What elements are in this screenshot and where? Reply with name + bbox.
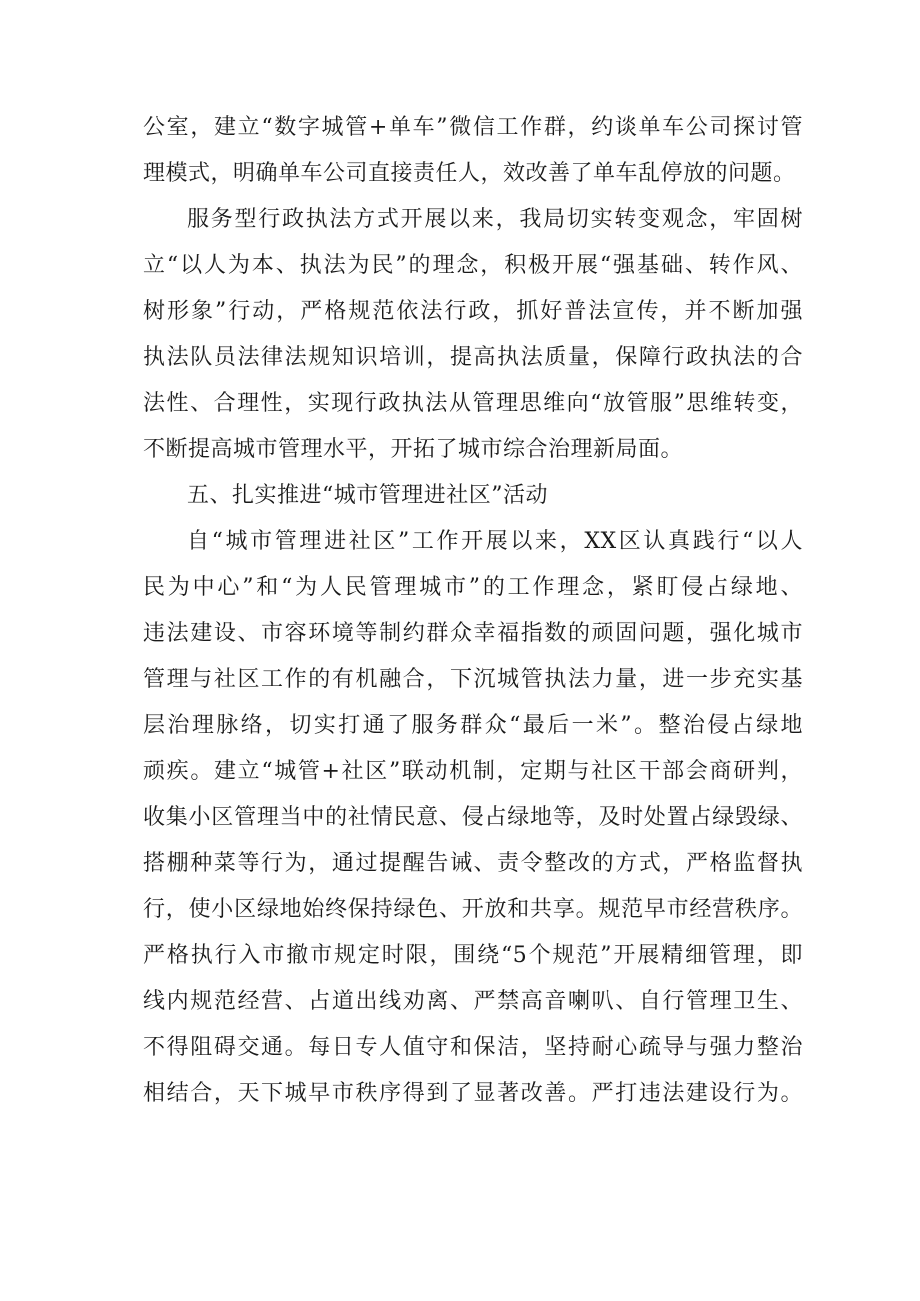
text-line: 收集小区管理当中的社情民意、侵占绿地等，及时处置占绿毁绿、 (143, 805, 803, 830)
section-heading: 五、扎实推进“城市管理进社区”活动 (187, 483, 548, 508)
text-line: 不得阻碍交通。每日专人值守和保洁，坚持耐心疏导与强力整治 (143, 1035, 803, 1060)
text-line: 线内规范经营、占道出线劝离、严禁高音喇叭、自行管理卫生、 (143, 989, 803, 1014)
text-line: 违法建设、市容环境等制约群众幸福指数的顽固问题，强化城市 (143, 621, 803, 646)
text-line: 顽疾。建立“城管+社区”联动机制，定期与社区干部会商研判， (143, 759, 803, 784)
text-line: 理模式，明确单车公司直接责任人，效改善了单车乱停放的问题。 (143, 161, 796, 186)
text-line: 执法队员法律法规知识培训，提高执法质量，保障行政执法的合 (143, 345, 803, 370)
text-line: 树形象”行动，严格规范依法行政，抓好普法宣传，并不断加强 (143, 299, 803, 324)
text-line: 严格执行入市撤市规定时限，围绕“5个规范”开展精细管理，即 (143, 943, 803, 968)
paragraph-start-line: 服务型行政执法方式开展以来，我局切实转变观念，牢固树 (187, 207, 803, 232)
text-line: 管理与社区工作的有机融合，下沉城管执法力量，进一步充实基 (143, 667, 803, 692)
document-body (143, 105, 803, 1117)
text-line: 法性、合理性，实现行政执法从管理思维向“放管服”思维转变， (143, 391, 803, 416)
text-line: 搭棚种菜等行为，通过提醒告诫、责令整改的方式，严格监督执 (143, 851, 803, 876)
text-line: 相结合，天下城早市秩序得到了显著改善。严打违法建设行为。 (143, 1081, 803, 1106)
text-line: 不断提高城市管理水平，开拓了城市综合治理新局面。 (143, 437, 684, 462)
text-line: 行，使小区绿地始终保持绿色、开放和共享。规范早市经营秩序。 (143, 897, 803, 922)
text-line: 立“以人为本、执法为民”的理念，积极开展“强基础、转作风、 (143, 253, 803, 278)
paragraph-start-line: 自“城市管理进社区”工作开展以来，XX区认真践行“以人 (187, 529, 803, 554)
text-line: 层治理脉络，切实打通了服务群众“最后一米”。整治侵占绿地 (143, 713, 803, 738)
text-line: 民为中心”和“为人民管理城市”的工作理念，紧盯侵占绿地、 (143, 575, 803, 600)
text-line: 公室，建立“数字城管+单车”微信工作群，约谈单车公司探讨管 (143, 115, 803, 140)
